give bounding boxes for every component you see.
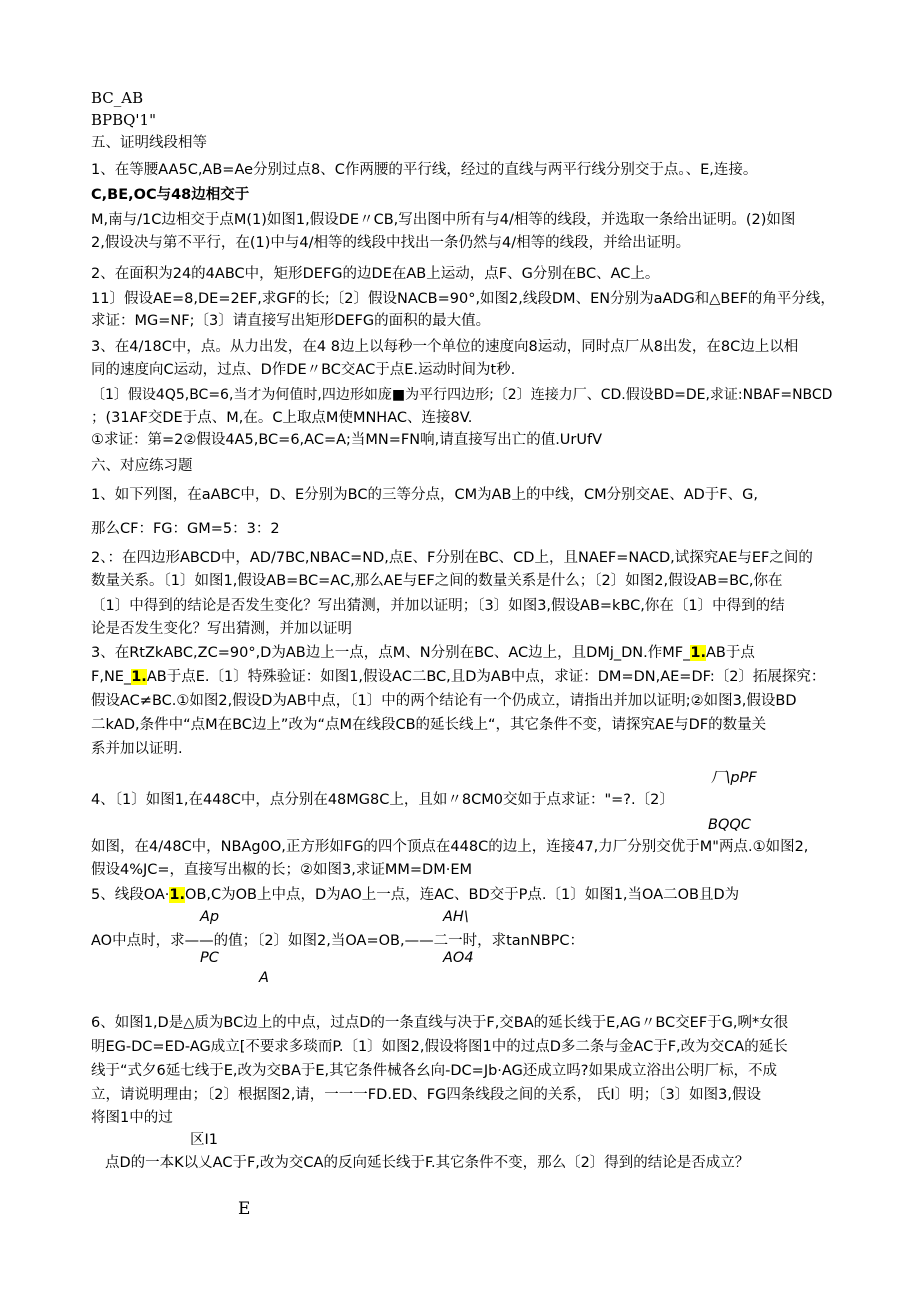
text-line: 11〕假设AE=8,DE=2EF,求GF的长;〔2〕假设NACB=90°,如图2,线段DM、EN分别为aADG和△BEF的角平分线， (91, 291, 835, 307)
figure-label: 区I1 (190, 1132, 219, 1148)
text-line: 数量关系。〔1〕如图1,假设AB=BC=AC,那么AE与EF之间的数量关系是什么；〔2〕如图2,假设AB=BC,你在 (91, 573, 783, 589)
text-line: 假设AC≠BC.①如图2,假设D为AB中点，〔1〕中的两个结论有一个仍成立，请指出并加以证明;②如图3,假设BD (91, 693, 797, 709)
section-heading: 六、对应练习题 (91, 458, 193, 474)
text-line: 二kAD,条件中“点M在BC边上”改为“点M在线段CB的延长线上“，其它条件不变，请探究AE与DF的数量关 (91, 717, 767, 733)
text-line: 〔1〕中得到的结论是否发生变化？写出猜测，并加以证明；〔3〕如图3,假设AB=kBC,你在〔1〕中得到的结 (91, 598, 785, 614)
highlighted-text: 1. (131, 669, 147, 685)
text-line: 那么CF：FG：GM=5：3：2 (91, 521, 280, 537)
text-line: 1、在等腰AA5C,AB=Ae分别过点8、C作两腰的平行线，经过的直线与两平行线分别交于点。、E,连接。 (91, 162, 758, 178)
text-line (91, 885, 739, 905)
fraction-numerator: Ap (200, 909, 220, 925)
fraction-numerator: AH\ (443, 909, 469, 925)
text-line: ；(31AF交DE于点、M,在。C上取点M使MNHAC、连接8V. (91, 410, 473, 426)
text-line: 同的速度向C运动，过点、D作DE〃BC交AC于点E.运动时间为t秒. (91, 362, 516, 378)
fraction-numerator: 厂\pPF (711, 770, 757, 786)
text-segment: OB,C为OB上中点，D为AO上一点，连AC、BD交于P点.〔1〕如图1,当OA二OB且D为 (185, 887, 740, 903)
text-line: ①求证：第=2②假设4A5,BC=6,AC=A;当MN=FN响,请直接写出亡的值.UrUfV (91, 432, 603, 448)
text-segment: AB于点 (705, 645, 755, 661)
text-line: 明EG-DC=ED-AG成立[不要求多琰而P.〔1〕如图2,假设将图1中的过点D多二条与金AC于F,改为交CA的延长 (91, 1039, 788, 1055)
text-segment: F,NE_ (91, 669, 132, 685)
highlighted-text: 1. (690, 645, 706, 661)
text-line: 3、在4/18C中，点。从力出发，在4 8边上以每秒一个单位的速度向8运动，同时点厂从8出发，在8C边上以相 (91, 339, 799, 355)
fraction-denominator: AO4 (443, 950, 474, 966)
text-line: BC_AB (91, 89, 144, 107)
text-line: 2、：在四边形ABCD中，AD/7BC,NBAC=ND,点E、F分别在BC、CD上，且NAEF=NACD,试探究AE与EF之间的 (91, 550, 813, 566)
text-line: 2、在面积为24的4ABC中，矩形DEFG的边DE在AB上运动，点F、G分别在BC、AC上。 (91, 266, 660, 282)
text-segment: 3、在RtZkABC,ZC=90°,D为AB边上一点，点M、N分别在BC、AC边上，且DMj_DN.作MF_ (91, 645, 691, 661)
highlighted-text: 1. (169, 887, 186, 903)
figure-label: E (238, 1199, 251, 1219)
text-line: 系并加以证明. (91, 741, 183, 757)
text-line: 6、如图1,D是△质为BC边上的中点，过点D的一条直线与决于F,交BA的延长线于E,AG〃BC交EF于G,咧*女很 (91, 1015, 789, 1031)
text-line: 如图，在4/48C中，NBAg0O,正方形如FG的四个顶点在448C的边上，连接47,力厂分别交优于M"两点.①如图2, (91, 839, 809, 855)
fraction-denominator: PC (200, 950, 219, 966)
text-line: 4、〔1〕如图1,在448C中，点分别在48MG8C上，且如〃8CM0交如于点求证："=?.〔2〕 (91, 792, 674, 808)
text-line: 2,假设决与第不平行，在(1)中与4/相等的线段中找出一条仍然与4/相等的线段，并给出证明。 (91, 235, 691, 251)
text-line: AO中点时，求——的值；〔2〕如图2,当OA=OB,——二一时，求tanNBPC： (91, 933, 585, 949)
fraction-denominator: BQQC (708, 817, 751, 833)
text-line: 求证：MG=NF;〔3〕请直接写出矩形DEFG的面积的最大值。 (91, 313, 491, 329)
text-line: 论是否发生变化？写出猜测，并加以证明 (91, 621, 352, 637)
text-segment: AB于点E.〔1〕特殊验证：如图1,假设AC二BC,且D为AB中点，求证：DM=DN,AE=DF:〔2〕拓展探究： (146, 669, 826, 685)
text-line: 点D的一本K以乂AC于F,改为交CA的反向延长线于F.其它条件不变，那么〔2〕得到的结论是否成立？ (105, 1155, 750, 1171)
text-line: 假设4%JC=，直接写出椒的长；②如图3,求证MM=DM·EM (91, 862, 473, 878)
text-line: 立，请说明理由；〔2〕根据图2,请，一一一FD.ED、FG四条线段之间的关系， 氏I〕明；〔3〕如图3,假设 (91, 1087, 762, 1103)
text-line (91, 667, 825, 687)
text-line: 1、如下列图，在aABC中，D、E分别为BC的三等分点，CM为AB上的中线，CM分别交AE、AD于F、G, (91, 487, 758, 503)
text-segment: 5、线段OA· (91, 887, 170, 903)
text-line: 将图1中的过 (91, 1110, 173, 1126)
text-line: BPBQ'1" (91, 111, 157, 129)
text-line: 〔1〕假设4Q5,BC=6,当才为何值时,四边形如庞■为平行四边形;〔2〕连接力厂、CD.假设BD=DE,求证:NBAF=NBCD (91, 387, 833, 403)
text-line (91, 643, 755, 663)
text-line: M,南与/1C边相交于点M(1)如图1,假设DE〃CB,写出图中所有与4/相等的线段，并选取一条给出证明。(2)如图 (91, 212, 796, 228)
text-line: 线于“式夕6延七线于E,改为交BA于E,其它条件械各幺向-DC=Jb·AG还成立吗?如果成立浴出公明厂标，不成 (91, 1063, 777, 1079)
section-heading: 五、证明线段相等 (91, 135, 207, 151)
text-line: C,BE,OC与48边相交于 (91, 187, 250, 203)
figure-label: A (259, 970, 269, 986)
